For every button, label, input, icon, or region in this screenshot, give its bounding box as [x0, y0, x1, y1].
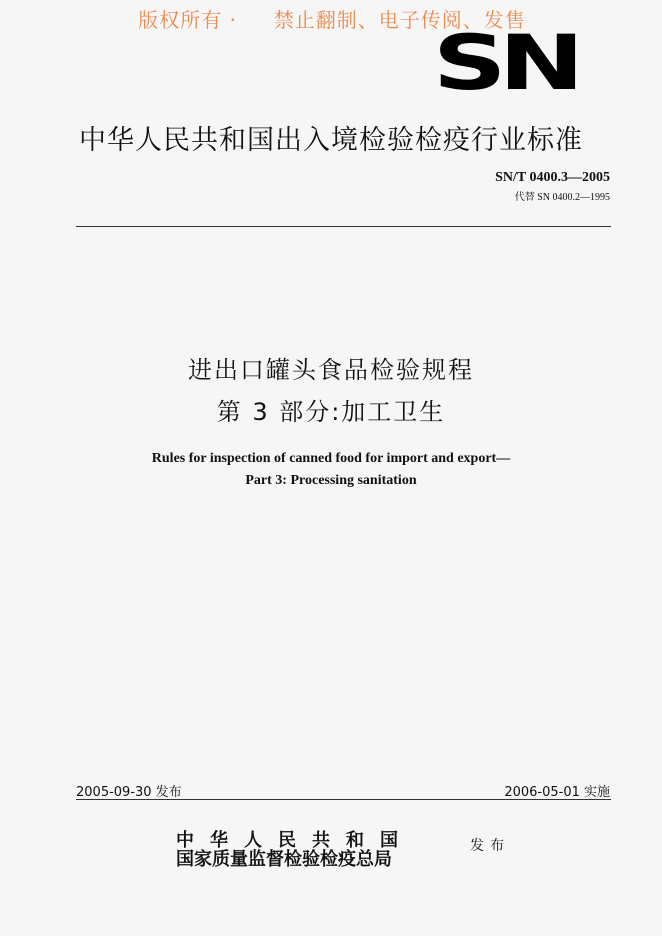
document-subtitle-cn: 第 3 部分:加工卫生 [216, 398, 446, 426]
issuer-agency: 国家质量监督检验检疫总局 [176, 849, 392, 870]
org-title: 中华人民共和国出入境检验检疫行业标准 [79, 125, 583, 156]
issuer-country: 中华人民共和国 [176, 830, 414, 851]
standard-number [495, 170, 610, 186]
watermark-copyright: 版权所有 · [138, 8, 237, 32]
issue-date: 2005-09-30 发布 [76, 785, 182, 800]
header-divider [76, 226, 611, 227]
standard-number-text: SN/T 0400.3—2005 [495, 170, 610, 185]
document-subtitle-en: Part 3: Processing sanitation [245, 473, 417, 488]
watermark-restriction: 禁止翻制、电子传阅、发售 [273, 8, 526, 32]
footer-divider [76, 799, 611, 800]
document-title-cn: 进出口罐头食品检验规程 [188, 356, 474, 384]
document-title-en: Rules for inspection of canned food for import and export— [151, 451, 511, 466]
sn-logo: SN [432, 18, 576, 107]
issuer-action: 发布 [470, 838, 510, 854]
implementation-date: 2006-05-01 实施 [504, 785, 610, 800]
replaces-standard: 代替 SN 0400.2—1995 [514, 192, 610, 203]
